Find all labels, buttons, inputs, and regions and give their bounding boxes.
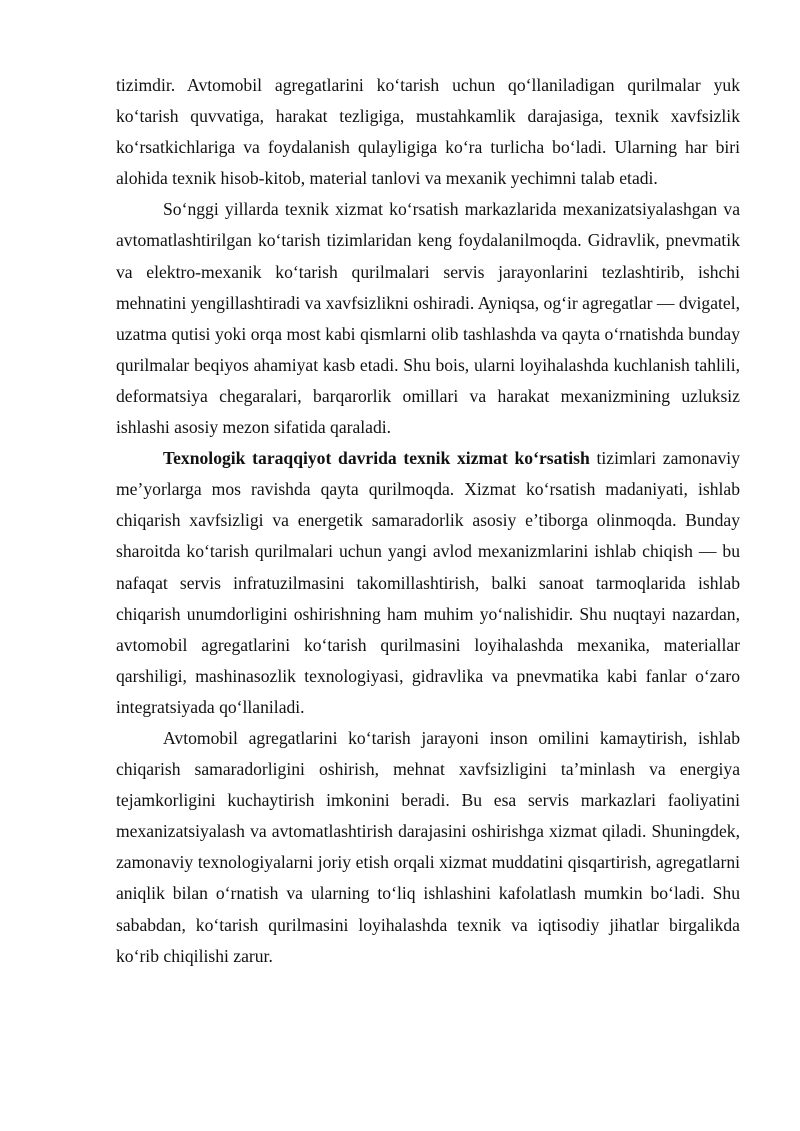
paragraph-3 <box>116 443 740 723</box>
paragraph-3-text: tizimlari zamonaviy me’yorlarga mos ravishda qayta qurilmoqda. Xizmat ko‘rsatish madaniyati, ishlab chiqarish xavfsizligi va energetik samaradorlik asosiy e’tiborga olinmoqda. Bunday sharoitda ko‘tarish qurilmalari uchun yangi avlod mexanizmlarini ishlab chiqish — bu nafaqat servis infratuzilmasini takomillashtirish, balki sanoat tarmoqlarida ishlab chiqarish unumdorligini oshirishning ham muhim yo‘nalishidir. Shu nuqtayi nazardan, avtomobil agregatlarini ko‘tarish qurilmasini loyihalashda mexanika, materiallar qarshiligi, mashinasozlik texnologiyasi, gidravlika va pnevmatika kabi fanlar o‘zaro integratsiyada qo‘llaniladi. <box>116 448 740 717</box>
paragraph-4-text: Avtomobil agregatlarini ko‘tarish jarayoni inson omilini kamaytirish, ishlab chiqarish samaradorligini oshirish, mehnat xavfsizligini ta’minlash va energiya tejamkorligini kuchaytirish imkonini beradi. Bu esa servis markazlari faoliyatini mexanizatsiyalash va avtomatlashtirish darajasini oshirishga xizmat qiladi. Shuningdek, zamonaviy texnologiyalarni joriy etish orqali xizmat muddatini qisqartirish, agregatlarni aniqlik bilan o‘rnatish va ularning to‘liq ishlashini kafolatlash mumkin bo‘ladi. Shu sababdan, ko‘tarish qurilmasini loyihalashda texnik va iqtisodiy jihatlar birgalikda ko‘rib chiqilishi zarur. <box>116 727 740 966</box>
paragraph-1 <box>116 70 740 194</box>
paragraph-2-text: So‘nggi yillarda texnik xizmat ko‘rsatish markazlarida mexanizatsiyalashgan va avtomatlashtirilgan ko‘tarish tizimlaridan keng foydalanilmoqda. Gidravlik, pnevmatik va elektro-mexanik ko‘tarish qurilmalari servis jarayonlarini tezlashtirib, ishchi mehnatini yengillashtiradi va xavfsizlikni oshiradi. Ayniqsa, og‘ir agregatlar — dvigatel, uzatma qutisi yoki orqa most kabi qismlarni olib tashlashda va qayta o‘rnatishda bunday qurilmalar beqiyos ahamiyat kasb etadi. Shu bois, ularni loyihalashda kuchlanish tahlili, deformatsiya chegaralari, barqarorlik omillari va harakat mexanizmining uzluksiz ishlashi asosiy mezon sifatida qaraladi. <box>116 199 740 438</box>
paragraph-1-text: tizimdir. Avtomobil agregatlarini ko‘tarish uchun qo‘llaniladigan qurilmalar yuk ko‘tarish quvvatiga, harakat tezligiga, mustahkamlik darajasiga, texnik xavfsizlik ko‘rsatkichlariga va foydalanish qulayligiga ko‘ra turlicha bo‘ladi. Ularning har biri alohida texnik hisob-kitob, material tanlovi va mexanik yechimni talab etadi. <box>116 75 740 189</box>
document-page <box>116 70 740 972</box>
paragraph-2 <box>116 194 740 443</box>
paragraph-4 <box>116 723 740 972</box>
paragraph-3-bold-lead: Texnologik taraqqiyot davrida texnik xizmat ko‘rsatish <box>163 448 590 469</box>
